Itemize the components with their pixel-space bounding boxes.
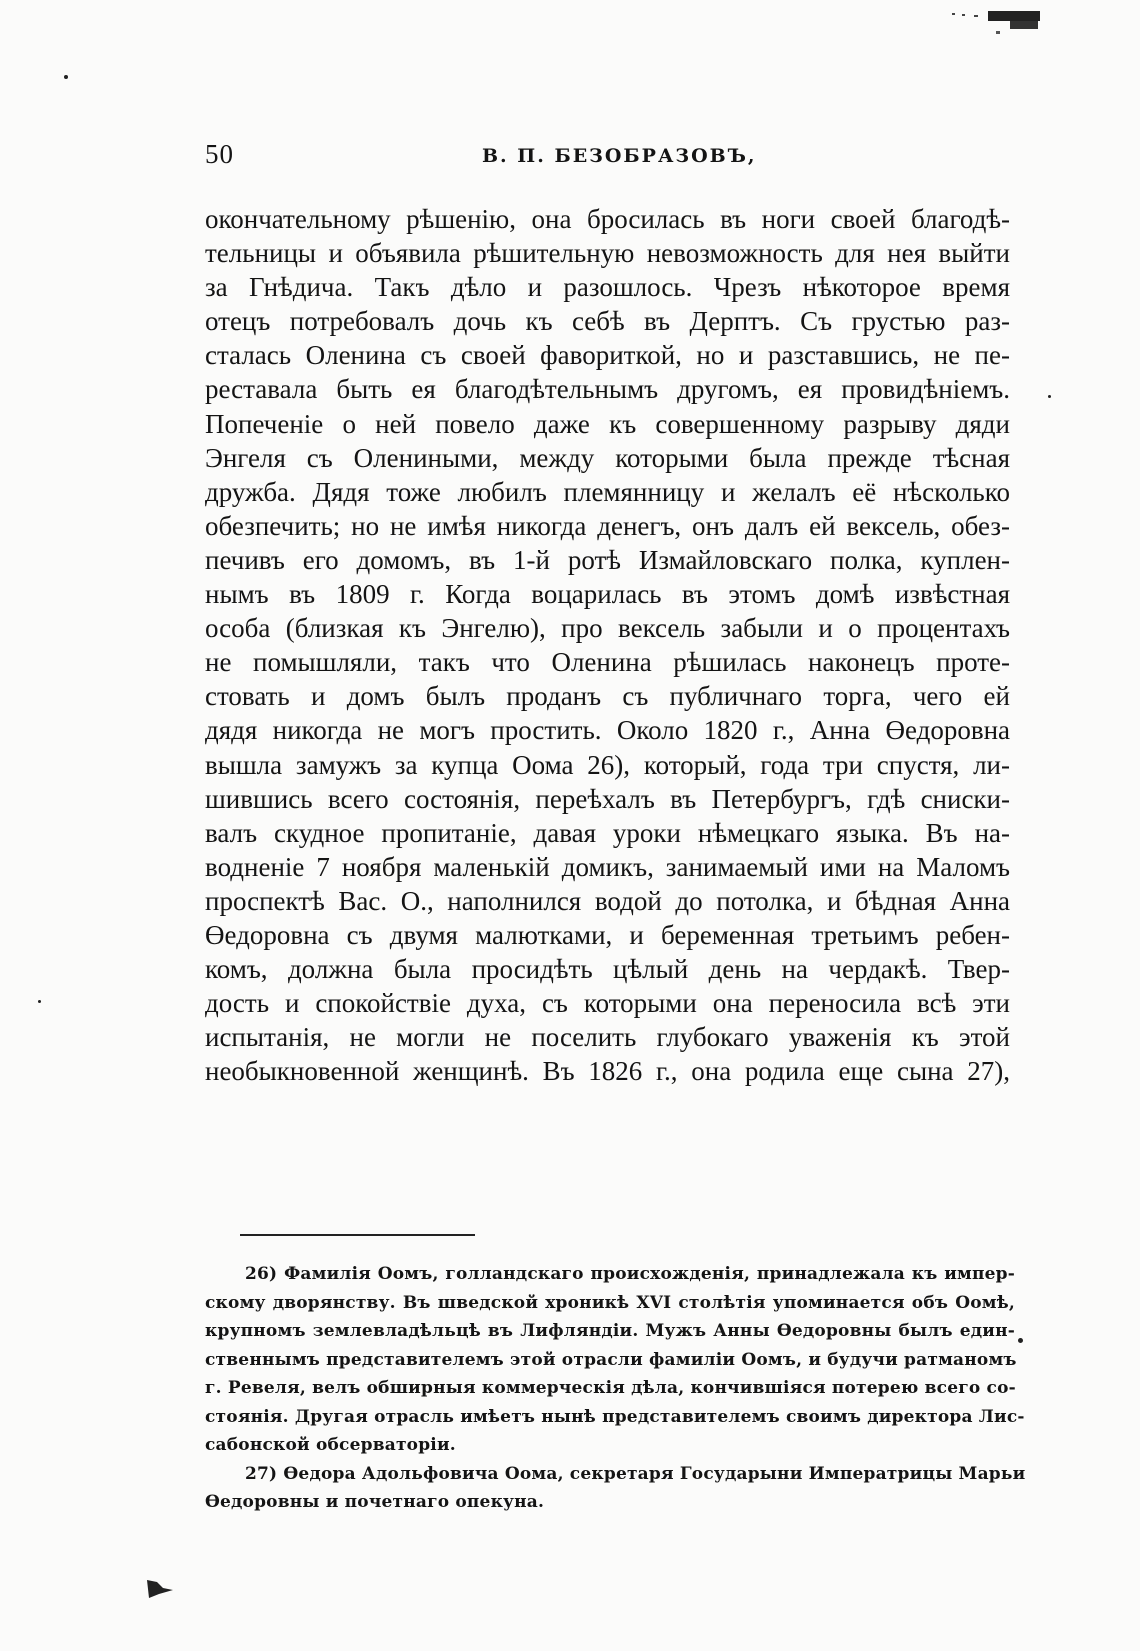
text-line: особа (близкая къ Энгелю), про вексель забыли и о процентахъ xyxy=(205,613,1010,644)
text-line: печивъ его домомъ, въ 1-й ротѣ Измайловскаго полка, куплен- xyxy=(205,544,1010,575)
text-line: водненіе 7 ноября маленькій домикъ, занимаемый ими на Маломъ xyxy=(205,851,1010,882)
scan-artifact-top-right xyxy=(950,5,1050,45)
text-line: дость и спокойствіе духа, съ которыми она переносила всѣ эти xyxy=(205,988,1010,1019)
scan-speck xyxy=(38,1000,41,1003)
text-line: дружба. Дядя тоже любилъ племянницу и желалъ её нѣсколько xyxy=(205,476,1010,507)
text-line: отецъ потребовалъ дочь къ себѣ въ Дерптъ. Съ грустью раз- xyxy=(205,306,1010,337)
footnote-line: крупномъ землевладѣльцѣ въ Лифляндіи. Мужъ Анны Өедоровны былъ един- xyxy=(205,1321,1015,1341)
text-line: проспектѣ Вас. О., наполнился водой до потолка, и бѣдная Анна xyxy=(205,885,1010,916)
footnote-line: стоянія. Другая отрасль имѣетъ нынѣ представителемъ своимъ директора Лис- xyxy=(205,1406,1025,1427)
text-line: Өедоровна съ двумя малютками, и беременная третьимъ ребен- xyxy=(205,919,1010,950)
text-line: сталась Оленина съ своей фавориткой, но и разставшись, не пе- xyxy=(205,340,1010,371)
text-line: реставала быть ея благодѣтельнымъ другомъ, ея провидѣніемъ. xyxy=(205,374,1010,405)
text-line: Энгеля съ Олениными, между которыми была прежде тѣсная xyxy=(205,442,1010,473)
text-line: Попеченіе о ней повело даже къ совершенному разрыву дяди xyxy=(205,408,1010,439)
scan-speck xyxy=(64,75,68,79)
text-line: нымъ въ 1809 г. Когда воцарилась въ этомъ домѣ извѣстная xyxy=(205,579,1010,610)
running-title: В. П. БЕЗОБРАЗОВЪ, xyxy=(482,145,757,167)
text-line: обезпечить; но не имѣя никогда денегъ, онъ далъ ей вексель, обез- xyxy=(205,510,1010,541)
text-line: необыкновенной женщинѣ. Въ 1826 г., она родила еще сына 27), xyxy=(205,1056,1010,1087)
text-line: валъ скудное пропитаніе, давая уроки нѣмецкаго языка. Въ на- xyxy=(205,817,1010,848)
text-line: дядя никогда не могъ простить. Около 1820 г., Анна Өедоровна xyxy=(205,715,1010,746)
scan-speck xyxy=(1018,1338,1023,1343)
footnote-line: ственнымъ представителемъ этой отрасли фамиліи Оомъ, и будучи ратманомъ xyxy=(205,1349,1017,1370)
footnotes xyxy=(205,1260,1026,1517)
text-line: окончательному рѣшенію, она бросилась въ ноги своей благодѣ- xyxy=(205,204,1010,234)
footnote-line: скому дворянству. Въ шведской хроникѣ XVI столѣтія упоминается объ Оомѣ, xyxy=(205,1292,1015,1313)
text-line: не помышляли, такъ что Оленина рѣшилась наконецъ проте- xyxy=(205,647,1010,678)
footnote-line: г. Ревеля, велъ обширныя коммерческія дѣла, кончившіяся потерею всего со- xyxy=(205,1378,1016,1398)
footnote-rule xyxy=(240,1234,475,1236)
footnote-line: сабонской обсерваторіи. xyxy=(205,1435,456,1455)
scan-artifact-bottom-left xyxy=(145,1578,175,1600)
text-line: тельницы и объявила рѣшительную невозможность для нея выйти xyxy=(205,238,1010,269)
footnote-line: Өедоровны и почетнаго опекуна. xyxy=(205,1492,545,1512)
text-line: стовать и домъ былъ проданъ съ публичнаго торга, чего ей xyxy=(205,681,1010,712)
text-line: за Гнѣдича. Такъ дѣло и разошлось. Чрезъ нѣкоторое время xyxy=(205,272,1010,303)
running-head xyxy=(0,139,1140,179)
page-number: 50 xyxy=(205,139,234,169)
scan-speck xyxy=(1048,395,1051,398)
footnote-line: 26) Фамилія Оомъ, голландскаго происхожденія, принадлежала къ импер- xyxy=(245,1264,1015,1284)
footnote-line: 27) Өедора Адольфовича Оома, секретаря Государыни Императрицы Марьи xyxy=(245,1463,1026,1484)
text-line: испытанія, не могли не поселить глубокаго уваженія къ этой xyxy=(205,1022,1010,1053)
text-line: шившись всего состоянія, переѣхалъ въ Петербургъ, гдѣ сниски- xyxy=(205,783,1010,814)
text-line: комъ, должна была просидѣть цѣлый день на чердакѣ. Твер- xyxy=(205,954,1010,985)
body-text xyxy=(205,202,1010,1088)
text-line: вышла замужъ за купца Оома 26), который, года три спустя, ли- xyxy=(205,749,1010,780)
